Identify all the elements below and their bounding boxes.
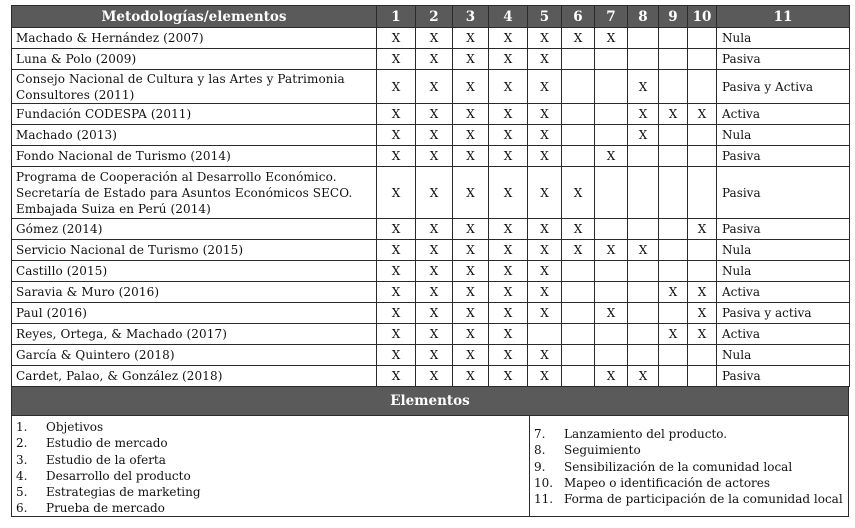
element-3-mark-cell: X xyxy=(453,324,489,345)
participation-cell: Nula xyxy=(717,28,850,49)
legend-item xyxy=(16,419,525,435)
element-8-mark-cell xyxy=(628,324,659,345)
element-2-mark-cell: X xyxy=(416,70,453,104)
legend-item xyxy=(534,475,844,491)
participation-cell: Pasiva xyxy=(717,146,850,167)
element-6-mark-cell xyxy=(562,70,595,104)
legend-item xyxy=(534,459,844,475)
element-7-mark-cell xyxy=(595,261,628,282)
element-2-mark-cell: X xyxy=(416,49,453,70)
element-1-mark-cell: X xyxy=(377,240,416,261)
element-9-mark-cell xyxy=(659,49,688,70)
legend-label: Mapeo o identificación de actores xyxy=(564,475,771,490)
element-3-mark-cell: X xyxy=(453,167,489,219)
element-2-mark-cell: X xyxy=(416,219,453,240)
element-1-mark-cell: X xyxy=(377,345,416,366)
element-8-mark-cell: X xyxy=(628,366,659,387)
element-2-mark-cell: X xyxy=(416,282,453,303)
legend-label: Forma de participación de la comunidad local xyxy=(564,492,843,507)
element-3-mark-cell: X xyxy=(453,125,489,146)
table-row xyxy=(12,49,850,70)
participation-cell: Pasiva xyxy=(717,49,850,70)
element-8-mark-cell: X xyxy=(628,70,659,104)
element-9-mark-cell xyxy=(659,366,688,387)
element-8-mark-cell xyxy=(628,345,659,366)
element-7-mark-cell: X xyxy=(595,240,628,261)
table-row xyxy=(12,282,850,303)
table-body xyxy=(12,28,850,387)
legend-number: 4. xyxy=(16,468,28,483)
element-8-mark-cell xyxy=(628,282,659,303)
participation-cell: Nula xyxy=(717,345,850,366)
legend-label: Estrategias de marketing xyxy=(46,485,201,500)
legend-label: Sensibilización de la comunidad local xyxy=(564,459,793,474)
element-8-mark-cell xyxy=(628,219,659,240)
methodology-name-cell: Castillo (2015) xyxy=(12,261,377,282)
element-1-mark-cell: X xyxy=(377,366,416,387)
legend-number: 5. xyxy=(16,485,28,500)
element-8-mark-cell xyxy=(628,146,659,167)
legend-number: 3. xyxy=(16,452,28,467)
element-2-mark-cell: X xyxy=(416,125,453,146)
participation-cell: Activa xyxy=(717,282,850,303)
element-9-mark-cell xyxy=(659,28,688,49)
legend-number: 9. xyxy=(534,459,546,474)
participation-cell: Activa xyxy=(717,324,850,345)
element-5-mark-cell: X xyxy=(528,70,562,104)
legend-number: 2. xyxy=(16,436,28,451)
element-6-mark-cell: X xyxy=(562,167,595,219)
table-row xyxy=(12,219,850,240)
table-row xyxy=(12,104,850,125)
element-10-mark-cell xyxy=(688,261,717,282)
element-2-mark-cell: X xyxy=(416,146,453,167)
element-5-mark-cell: X xyxy=(528,240,562,261)
participation-cell: Pasiva xyxy=(717,219,850,240)
element-6-mark-cell xyxy=(562,125,595,146)
legend-number: 6. xyxy=(16,501,28,516)
element-6-mark-cell xyxy=(562,303,595,324)
elements-legend xyxy=(11,416,849,517)
element-3-mark-cell: X xyxy=(453,219,489,240)
header-col-11: 11 xyxy=(717,6,850,28)
header-col-8: 8 xyxy=(628,6,659,28)
element-6-mark-cell xyxy=(562,345,595,366)
elements-heading: Elementos xyxy=(11,387,849,416)
table-row xyxy=(12,70,850,104)
element-10-mark-cell: X xyxy=(688,219,717,240)
element-4-mark-cell: X xyxy=(489,261,528,282)
legend-left-column xyxy=(12,416,530,516)
header-row xyxy=(12,6,850,28)
methodology-name-cell: García & Quintero (2018) xyxy=(12,345,377,366)
methodology-name-cell: Consejo Nacional de Cultura y las Artes y Patrimonia Consultores (2011) xyxy=(12,70,377,104)
element-7-mark-cell xyxy=(595,219,628,240)
legend-label: Lanzamiento del producto. xyxy=(564,427,728,441)
element-7-mark-cell xyxy=(595,104,628,125)
element-10-mark-cell xyxy=(688,345,717,366)
legend-item xyxy=(16,500,525,516)
element-1-mark-cell: X xyxy=(377,261,416,282)
element-3-mark-cell: X xyxy=(453,49,489,70)
element-2-mark-cell: X xyxy=(416,261,453,282)
participation-cell: Pasiva xyxy=(717,366,850,387)
element-5-mark-cell: X xyxy=(528,28,562,49)
legend-item xyxy=(16,435,525,451)
element-1-mark-cell: X xyxy=(377,282,416,303)
element-7-mark-cell xyxy=(595,167,628,219)
element-1-mark-cell: X xyxy=(377,303,416,324)
element-2-mark-cell: X xyxy=(416,240,453,261)
table-row xyxy=(12,28,850,49)
table-row xyxy=(12,345,850,366)
element-2-mark-cell: X xyxy=(416,167,453,219)
element-3-mark-cell: X xyxy=(453,303,489,324)
legend-label: Objetivos xyxy=(46,420,104,434)
legend-item xyxy=(534,426,844,442)
element-9-mark-cell xyxy=(659,125,688,146)
element-10-mark-cell xyxy=(688,146,717,167)
element-4-mark-cell: X xyxy=(489,303,528,324)
methodology-name-cell: Gómez (2014) xyxy=(12,219,377,240)
element-7-mark-cell xyxy=(595,324,628,345)
element-1-mark-cell: X xyxy=(377,219,416,240)
element-2-mark-cell: X xyxy=(416,366,453,387)
element-5-mark-cell: X xyxy=(528,219,562,240)
element-4-mark-cell: X xyxy=(489,28,528,49)
participation-cell: Nula xyxy=(717,240,850,261)
element-6-mark-cell: X xyxy=(562,28,595,49)
element-10-mark-cell xyxy=(688,125,717,146)
legend-number: 11. xyxy=(534,492,554,507)
participation-cell: Pasiva y Activa xyxy=(717,70,850,104)
header-col-4: 4 xyxy=(489,6,528,28)
element-4-mark-cell: X xyxy=(489,146,528,167)
element-2-mark-cell: X xyxy=(416,324,453,345)
element-1-mark-cell: X xyxy=(377,146,416,167)
element-7-mark-cell xyxy=(595,282,628,303)
header-col-1: 1 xyxy=(377,6,416,28)
element-3-mark-cell: X xyxy=(453,70,489,104)
element-5-mark-cell: X xyxy=(528,366,562,387)
legend-number: 7. xyxy=(534,427,546,441)
element-9-mark-cell xyxy=(659,261,688,282)
table-row xyxy=(12,324,850,345)
element-7-mark-cell xyxy=(595,125,628,146)
element-7-mark-cell xyxy=(595,345,628,366)
element-10-mark-cell xyxy=(688,28,717,49)
element-7-mark-cell: X xyxy=(595,303,628,324)
element-9-mark-cell xyxy=(659,303,688,324)
element-6-mark-cell xyxy=(562,49,595,70)
header-col-9: 9 xyxy=(659,6,688,28)
legend-number: 10. xyxy=(534,475,554,490)
element-10-mark-cell xyxy=(688,49,717,70)
element-6-mark-cell: X xyxy=(562,219,595,240)
legend-number: 8. xyxy=(534,443,546,458)
legend-label: Estudio de mercado xyxy=(46,436,168,451)
element-7-mark-cell: X xyxy=(595,146,628,167)
methodology-name-cell: Fondo Nacional de Turismo (2014) xyxy=(12,146,377,167)
table-row xyxy=(12,167,850,219)
methodology-name-cell: Machado & Hernández (2007) xyxy=(12,28,377,49)
element-8-mark-cell: X xyxy=(628,104,659,125)
element-2-mark-cell: X xyxy=(416,345,453,366)
element-10-mark-cell: X xyxy=(688,282,717,303)
element-6-mark-cell xyxy=(562,324,595,345)
element-3-mark-cell: X xyxy=(453,282,489,303)
element-9-mark-cell xyxy=(659,167,688,219)
element-10-mark-cell: X xyxy=(688,104,717,125)
element-8-mark-cell xyxy=(628,303,659,324)
participation-cell: Activa xyxy=(717,104,850,125)
participation-cell: Pasiva xyxy=(717,167,850,219)
element-2-mark-cell: X xyxy=(416,104,453,125)
methodology-name-cell: Cardet, Palao, & González (2018) xyxy=(12,366,377,387)
legend-item xyxy=(16,452,525,468)
element-9-mark-cell xyxy=(659,146,688,167)
participation-cell: Pasiva y activa xyxy=(717,303,850,324)
header-col-10: 10 xyxy=(688,6,717,28)
legend-label: Estudio de la oferta xyxy=(46,452,166,467)
element-1-mark-cell: X xyxy=(377,70,416,104)
element-10-mark-cell xyxy=(688,167,717,219)
methodology-name-cell: Servicio Nacional de Turismo (2015) xyxy=(12,240,377,261)
element-4-mark-cell: X xyxy=(489,366,528,387)
element-10-mark-cell xyxy=(688,366,717,387)
element-10-mark-cell: X xyxy=(688,303,717,324)
element-5-mark-cell: X xyxy=(528,125,562,146)
element-1-mark-cell: X xyxy=(377,28,416,49)
methodology-name-cell: Programa de Cooperación al Desarrollo Económico. Secretaría de Estado para Asuntos Económicos SECO. Embajada Suiza en Perú (2014) xyxy=(12,167,377,219)
methodology-name-cell: Paul (2016) xyxy=(12,303,377,324)
methodologies-table-figure xyxy=(11,5,849,517)
table-row xyxy=(12,261,850,282)
legend-label: Desarrollo del producto xyxy=(46,468,191,483)
element-8-mark-cell xyxy=(628,28,659,49)
element-1-mark-cell: X xyxy=(377,49,416,70)
legend-item xyxy=(16,468,525,484)
element-9-mark-cell: X xyxy=(659,282,688,303)
methodology-name-cell: Fundación CODESPA (2011) xyxy=(12,104,377,125)
element-3-mark-cell: X xyxy=(453,240,489,261)
element-9-mark-cell: X xyxy=(659,324,688,345)
table-row xyxy=(12,146,850,167)
element-5-mark-cell: X xyxy=(528,49,562,70)
element-4-mark-cell: X xyxy=(489,49,528,70)
element-5-mark-cell: X xyxy=(528,167,562,219)
legend-item xyxy=(534,442,844,458)
element-4-mark-cell: X xyxy=(489,345,528,366)
element-4-mark-cell: X xyxy=(489,240,528,261)
header-col-5: 5 xyxy=(528,6,562,28)
element-3-mark-cell: X xyxy=(453,366,489,387)
element-1-mark-cell: X xyxy=(377,324,416,345)
header-col-2: 2 xyxy=(416,6,453,28)
element-10-mark-cell xyxy=(688,70,717,104)
element-10-mark-cell xyxy=(688,240,717,261)
element-3-mark-cell: X xyxy=(453,345,489,366)
element-3-mark-cell: X xyxy=(453,104,489,125)
element-5-mark-cell: X xyxy=(528,303,562,324)
element-4-mark-cell: X xyxy=(489,104,528,125)
header-col-7: 7 xyxy=(595,6,628,28)
element-4-mark-cell: X xyxy=(489,167,528,219)
element-7-mark-cell: X xyxy=(595,28,628,49)
element-4-mark-cell: X xyxy=(489,70,528,104)
legend-number: 1. xyxy=(16,420,28,434)
element-8-mark-cell xyxy=(628,167,659,219)
element-7-mark-cell xyxy=(595,70,628,104)
element-5-mark-cell: X xyxy=(528,261,562,282)
element-5-mark-cell: X xyxy=(528,345,562,366)
element-1-mark-cell: X xyxy=(377,167,416,219)
element-6-mark-cell xyxy=(562,104,595,125)
element-2-mark-cell: X xyxy=(416,28,453,49)
element-1-mark-cell: X xyxy=(377,104,416,125)
participation-cell: Nula xyxy=(717,125,850,146)
element-7-mark-cell: X xyxy=(595,366,628,387)
element-4-mark-cell: X xyxy=(489,125,528,146)
element-6-mark-cell xyxy=(562,146,595,167)
legend-label: Seguimiento xyxy=(564,443,641,458)
methodology-name-cell: Machado (2013) xyxy=(12,125,377,146)
element-7-mark-cell xyxy=(595,49,628,70)
element-9-mark-cell xyxy=(659,70,688,104)
header-methodologies: Metodologías/elementos xyxy=(12,6,377,28)
element-6-mark-cell xyxy=(562,261,595,282)
methodology-name-cell: Reyes, Ortega, & Machado (2017) xyxy=(12,324,377,345)
legend-item xyxy=(16,484,525,500)
element-6-mark-cell: X xyxy=(562,240,595,261)
element-4-mark-cell: X xyxy=(489,324,528,345)
element-5-mark-cell xyxy=(528,324,562,345)
element-6-mark-cell xyxy=(562,366,595,387)
participation-cell: Nula xyxy=(717,261,850,282)
element-4-mark-cell: X xyxy=(489,282,528,303)
element-8-mark-cell xyxy=(628,49,659,70)
header-col-3: 3 xyxy=(453,6,489,28)
element-8-mark-cell xyxy=(628,261,659,282)
methodology-name-cell: Saravia & Muro (2016) xyxy=(12,282,377,303)
element-4-mark-cell: X xyxy=(489,219,528,240)
element-8-mark-cell: X xyxy=(628,240,659,261)
element-3-mark-cell: X xyxy=(453,28,489,49)
methodologies-table xyxy=(11,5,850,387)
header-col-6: 6 xyxy=(562,6,595,28)
element-8-mark-cell: X xyxy=(628,125,659,146)
element-5-mark-cell: X xyxy=(528,104,562,125)
legend-item xyxy=(534,491,844,507)
table-row xyxy=(12,240,850,261)
element-1-mark-cell: X xyxy=(377,125,416,146)
table-row xyxy=(12,125,850,146)
table-row xyxy=(12,366,850,387)
element-9-mark-cell xyxy=(659,240,688,261)
element-9-mark-cell xyxy=(659,345,688,366)
element-2-mark-cell: X xyxy=(416,303,453,324)
element-9-mark-cell: X xyxy=(659,104,688,125)
table-row xyxy=(12,303,850,324)
element-5-mark-cell: X xyxy=(528,146,562,167)
element-9-mark-cell xyxy=(659,219,688,240)
legend-right-column xyxy=(530,416,848,516)
element-10-mark-cell: X xyxy=(688,324,717,345)
element-3-mark-cell: X xyxy=(453,261,489,282)
element-3-mark-cell: X xyxy=(453,146,489,167)
legend-label: Prueba de mercado xyxy=(46,501,165,516)
methodology-name-cell: Luna & Polo (2009) xyxy=(12,49,377,70)
element-6-mark-cell xyxy=(562,282,595,303)
element-5-mark-cell: X xyxy=(528,282,562,303)
